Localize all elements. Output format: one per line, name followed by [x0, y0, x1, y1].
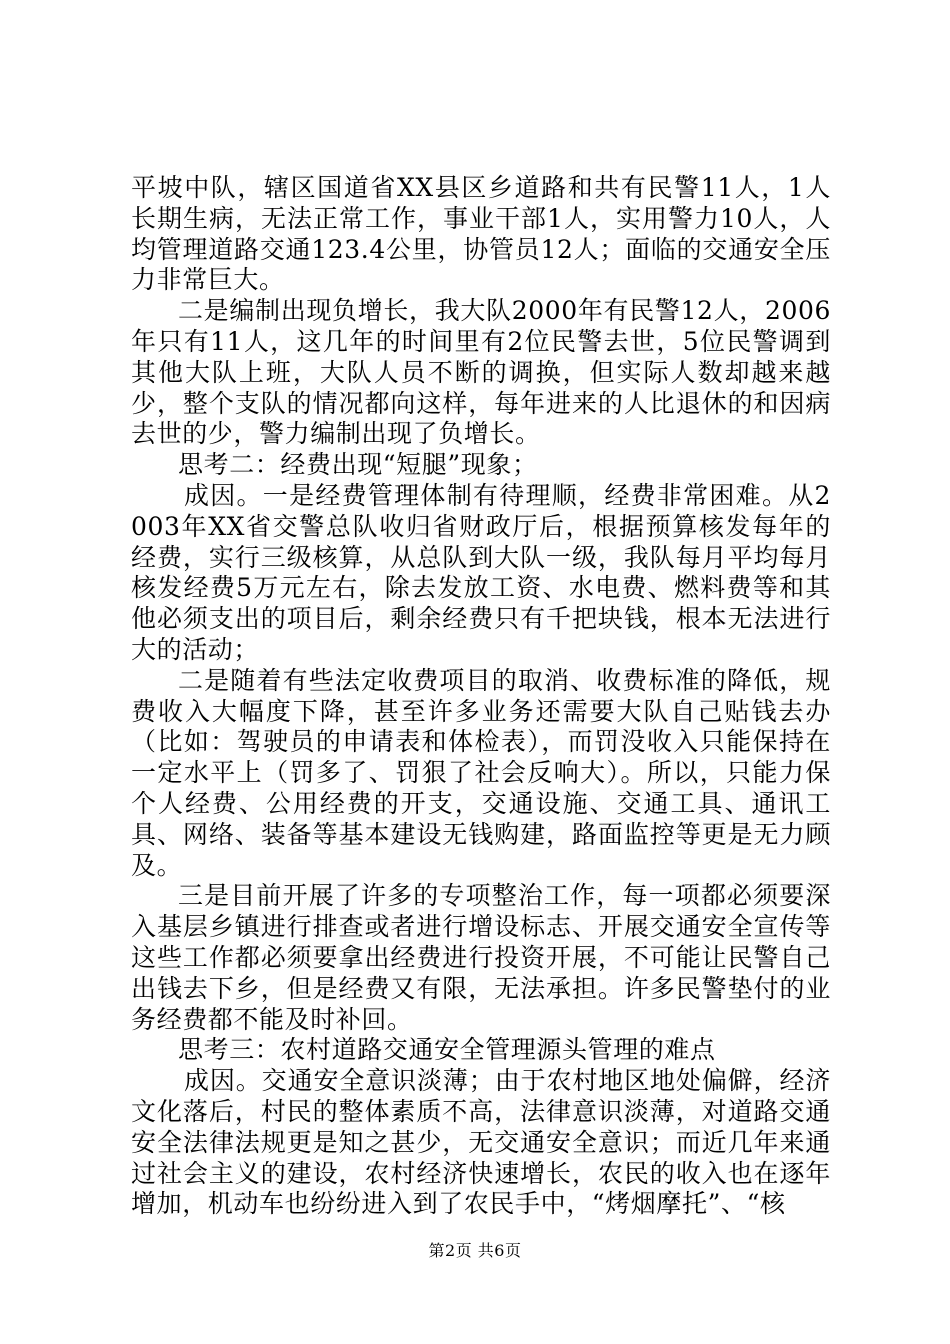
page-footer: 第2页 共6页: [428, 1241, 522, 1260]
paragraph-4: 二是随着有些法定收费项目的取消、收费标准的降低，规费收入大幅度下降，甚至许多业务还需要大队自己贴钱去办（比如：驾驶员的申请表和体检表），而罚没收入只能保持在一定水平上（罚多了、罚狠了社会反响大）。所以，只能力保个人经费、公用经费的开支，交通设施、交通工具、通讯工具、网络、装备等基本建设无钱购建，路面监控等更是无力顾及。: [131, 665, 831, 880]
section-heading-2: 思考二：经费出现“短腿”现象；: [178, 450, 538, 480]
document-body: [131, 173, 831, 1220]
paragraph-2: 二是编制出现负增长，我大队2000年有民警12人，2006年只有11人，这几年的时间里有2位民警去世，5位民警调到其他大队上班，大队人员不断的调换，但实际人数却越来越少，整个支队的情况都向这样，每年进来的人比退休的和因病去世的少，警力编制出现了负增长。: [131, 296, 831, 449]
paragraph-3: 成因。一是经费管理体制有待理顺，经费非常困难。从2003年XX省交警总队收归省财政厅后，根据预算核发每年的经费，实行三级核算，从总队到大队一级，我队每月平均每月核发经费5万元左右，除去发放工资、水电费、燃料费等和其他必须支出的项目后，剩余经费只有千把块钱，根本无法进行大的活动；: [131, 480, 831, 664]
paragraph-6: 成因。交通安全意识淡薄；由于农村地区地处偏僻，经济文化落后，村民的整体素质不高，法律意识淡薄，对道路交通安全法律法规更是知之甚少，无交通安全意识；而近几年来通过社会主义的建设，农村经济快速增长，农民的收入也在逐年增加，机动车也纷纷进入到了农民手中，“烤烟摩托”、“核: [131, 1066, 831, 1219]
section-heading-3: 思考三：农村道路交通安全管理源头管理的难点: [178, 1035, 716, 1065]
paragraph-5: 三是目前开展了许多的专项整治工作，每一项都必须要深入基层乡镇进行排查或者进行增设标志、开展交通安全宣传等这些工作都必须要拿出经费进行投资开展，不可能让民警自己出钱去下乡，但是经费又有限，无法承担。许多民警垫付的业务经费都不能及时补回。: [131, 881, 831, 1034]
paragraph-1: 平坡中队，辖区国道省XX县区乡道路和共有民警11人，1人长期生病，无法正常工作，事业干部1人，实用警力10人，人均管理道路交通123.4公里，协管员12人；面临的交通安全压力非常巨大。: [131, 173, 831, 295]
